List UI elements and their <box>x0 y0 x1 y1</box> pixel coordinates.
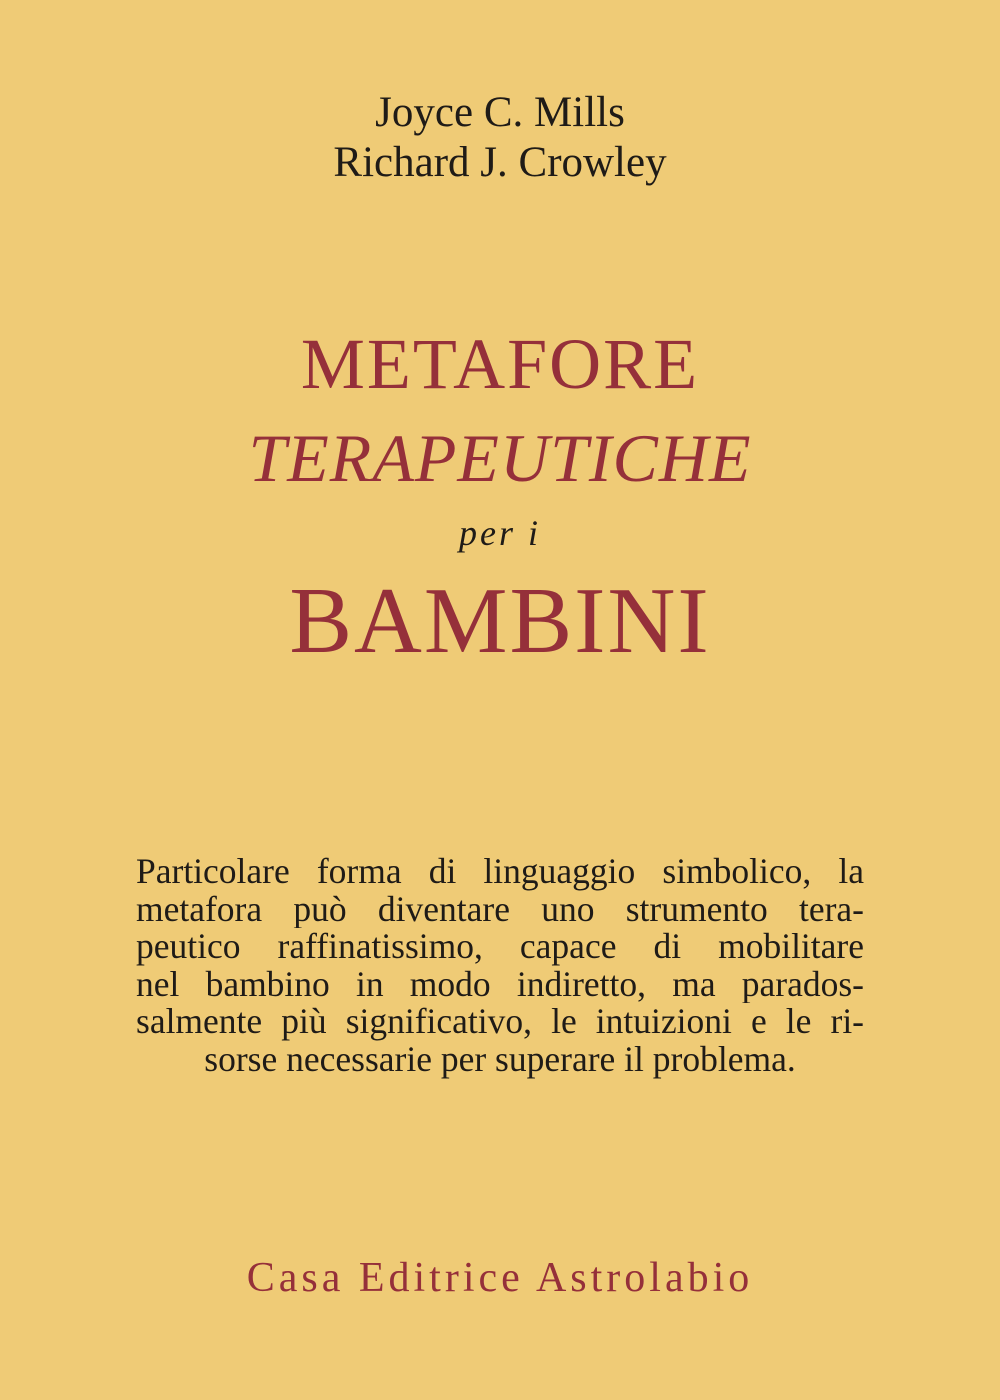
author-name: Joyce C. Mills <box>375 89 625 136</box>
publisher-name: Casa Editrice Astrolabio <box>246 1255 754 1301</box>
blurb-line: salmente più significativo, le intuizioni e le ri- <box>136 1003 864 1041</box>
blurb-line: peutico raffinatissimo, capace di mobilitare <box>136 928 864 966</box>
authors <box>0 88 1000 188</box>
blurb-line: Particolare forma di linguaggio simbolico, la <box>136 853 864 891</box>
cover-blurb <box>136 853 864 1079</box>
blurb-line: sorse necessarie per superare il problema. <box>204 1040 796 1079</box>
title-line-metafore: METAFORE <box>300 324 700 404</box>
blurb-line: nel bambino in modo indiretto, ma parados- <box>136 965 864 1004</box>
title-line-per-i: per i <box>459 513 541 553</box>
title-line-bambini: BAMBINI <box>289 569 711 673</box>
title-line-terapeutiche: TERAPEUTICHE <box>248 420 752 496</box>
author-name: Richard J. Crowley <box>333 139 667 186</box>
blurb-line: metafora può diventare uno strumento tera- <box>136 890 864 929</box>
book-title <box>0 316 1000 680</box>
